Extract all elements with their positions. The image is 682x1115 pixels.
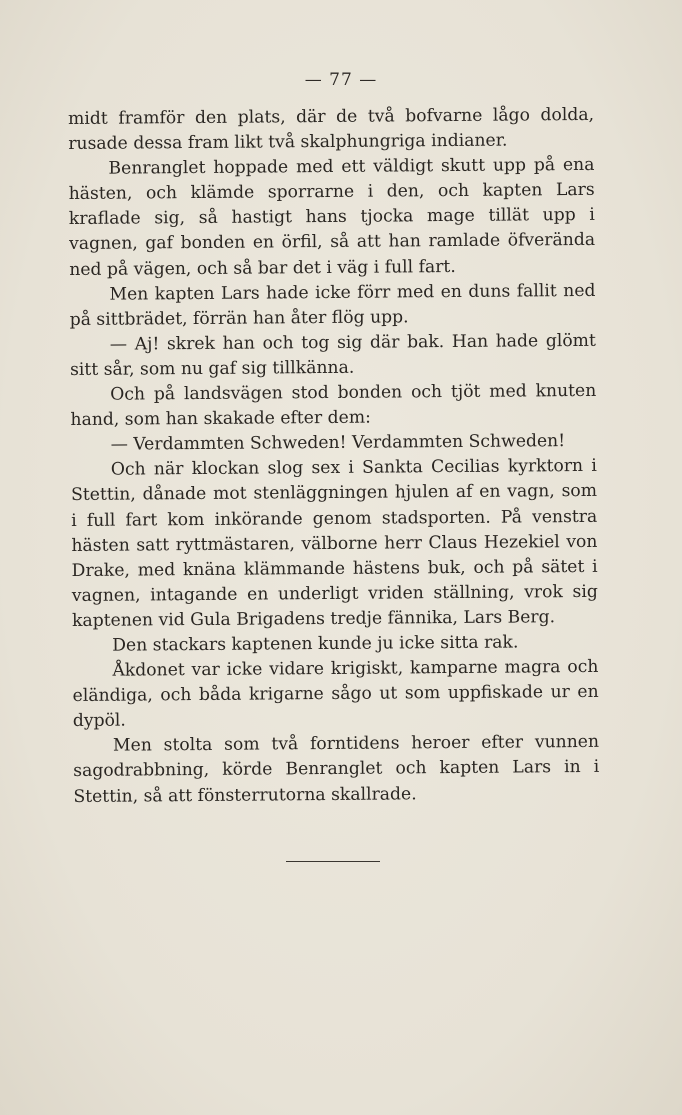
dialogue-paragraph: — Verdammten Schweden! Verdammten Schweden! — [110, 431, 566, 455]
paragraph: Benranglet hoppade med ett väldigt skutt upp på ena hästen, och klämde sporrarne i den, och kapten Lars kraflade sig, så hastigt hans tjocka mage tillät upp i vagnen, gaf bonden en örfil, så att han ramlade öfverända ned på vägen, och så bar det i väg i full fart. — [68, 155, 596, 280]
paragraph: Men kapten Lars hade icke förr med en duns fallit ned på sittbrädet, förrän han åter flög upp. — [69, 280, 596, 330]
body-text — [68, 103, 600, 810]
paragraph: Och på landsvägen stod bonden och tjöt med knuten hand, som han skakade efter dem: — [70, 380, 597, 431]
paragraph: Och när klockan slog sex i Sankta Cecilias kyrktorn i Stettin, dånade mot stenläggningen hjulen af en vagn, som i full fart kom inkörande genom stadsporten. På venstra hästen satt ryttmästaren, välborne herr Claus Hezekiel von Drake, med knäna klämmande hästens buk, och på sätet i vagnen, intagande en underligt vriden ställning, vrok sig kaptenen vid Gula Brigadens tredje fännika, Lars Berg. — [70, 456, 598, 631]
paragraph: Men stolta som två forntidens heroer efter vunnen sagodrabbning, körde Benranglet och kapten Lars in i Stettin, så att fönsterrutorna skallrade. — [73, 732, 600, 807]
end-rule — [286, 861, 380, 862]
paragraph-continuation: midt framför den plats, där de två bofvarne lågo dolda, rusade dessa fram likt två skalphungriga indianer. — [68, 104, 595, 155]
paragraph: Åkdonet var icke vidare krigiskt, kamparne magra och eländiga, och båda krigarne sågo ut som uppfiskade ur en dypöl. — [72, 656, 599, 732]
page-number: — 77 — — [304, 70, 378, 90]
dialogue-paragraph: — Aj! skrek han och tog sig där bak. Han hade glömt sitt sår, som nu gaf sig tillkänna. — [69, 330, 596, 380]
paragraph: Den stackars kaptenen kunde ju icke sitta rak. — [112, 632, 519, 656]
